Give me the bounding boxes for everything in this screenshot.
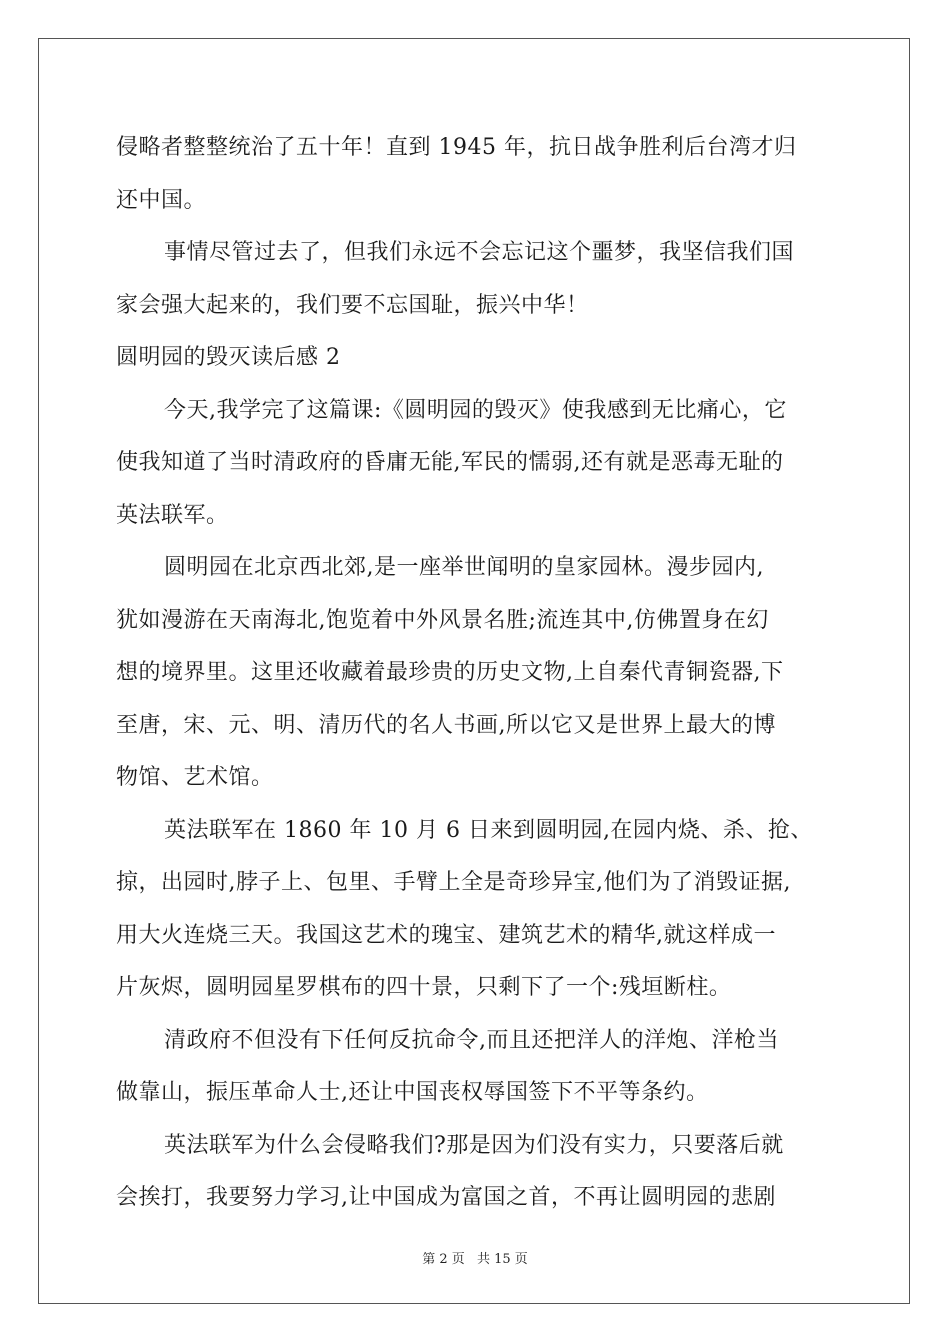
text-line: 片灰烬，圆明园星罗棋布的四十景，只剩下了一个:残垣断柱。	[116, 975, 732, 1000]
text-line: 想的境界里。这里还收藏着最珍贵的历史文物,上自秦代青铜瓷器,下	[116, 660, 784, 685]
text-line: 英法联军在 1860 年 10 月 6 日来到圆明园,在园内烧、杀、抢、	[164, 817, 813, 843]
text-line: 至唐，宋、元、明、清历代的名人书画,所以它又是世界上最大的博	[116, 712, 776, 738]
text-line: 英法联军为什么会侵略我们?那是因为们没有实力，只要落后就	[164, 1132, 784, 1158]
text-line: 今天,我学完了这篇课:《圆明园的毁灭》使我感到无比痛心，它	[164, 397, 787, 423]
text-line: 事情尽管过去了，但我们永远不会忘记这个噩梦，我坚信我们国	[164, 240, 795, 265]
text-line: 圆明园的毁灭读后感 2	[116, 345, 341, 370]
text-line: 圆明园在北京西北郊,是一座举世闻明的皇家园林。漫步园内,	[164, 555, 764, 580]
text-line: 家会强大起来的，我们要不忘国耻，振兴中华！	[116, 292, 589, 318]
text-line: 侵略者整整统治了五十年！直到 1945 年，抗日战争胜利后台湾才归	[116, 135, 797, 160]
text-line: 英法联军。	[116, 502, 229, 528]
page-number: 第 2 页	[422, 1252, 465, 1267]
text-line: 犹如漫游在天南海北,饱览着中外风景名胜;流连其中,仿佛置身在幻	[116, 607, 769, 633]
text-line: 会挨打，我要努力学习,让中国成为富国之首，不再让圆明园的悲剧	[116, 1185, 776, 1210]
page-total: 共 15 页	[476, 1252, 528, 1267]
text-line: 物馆、艺术馆。	[116, 765, 274, 790]
text-line: 用大火连烧三天。我国这艺术的瑰宝、建筑艺术的精华,就这样成一	[116, 922, 776, 948]
document-body	[116, 122, 836, 1225]
text-line: 做靠山，振压革命人士,还让中国丧权辱国签下不平等条约。	[116, 1080, 709, 1105]
text-line: 掠，出园时,脖子上、包里、手臂上全是奇珍异宝,他们为了消毁证据,	[116, 870, 791, 895]
page-footer	[0, 1248, 950, 1267]
text-line: 使我知道了当时清政府的昏庸无能,军民的懦弱,还有就是恶毒无耻的	[116, 450, 784, 475]
text-line: 还中国。	[116, 187, 207, 213]
text-line: 清政府不但没有下任何反抗命令,而且还把洋人的洋炮、洋枪当	[164, 1027, 779, 1053]
